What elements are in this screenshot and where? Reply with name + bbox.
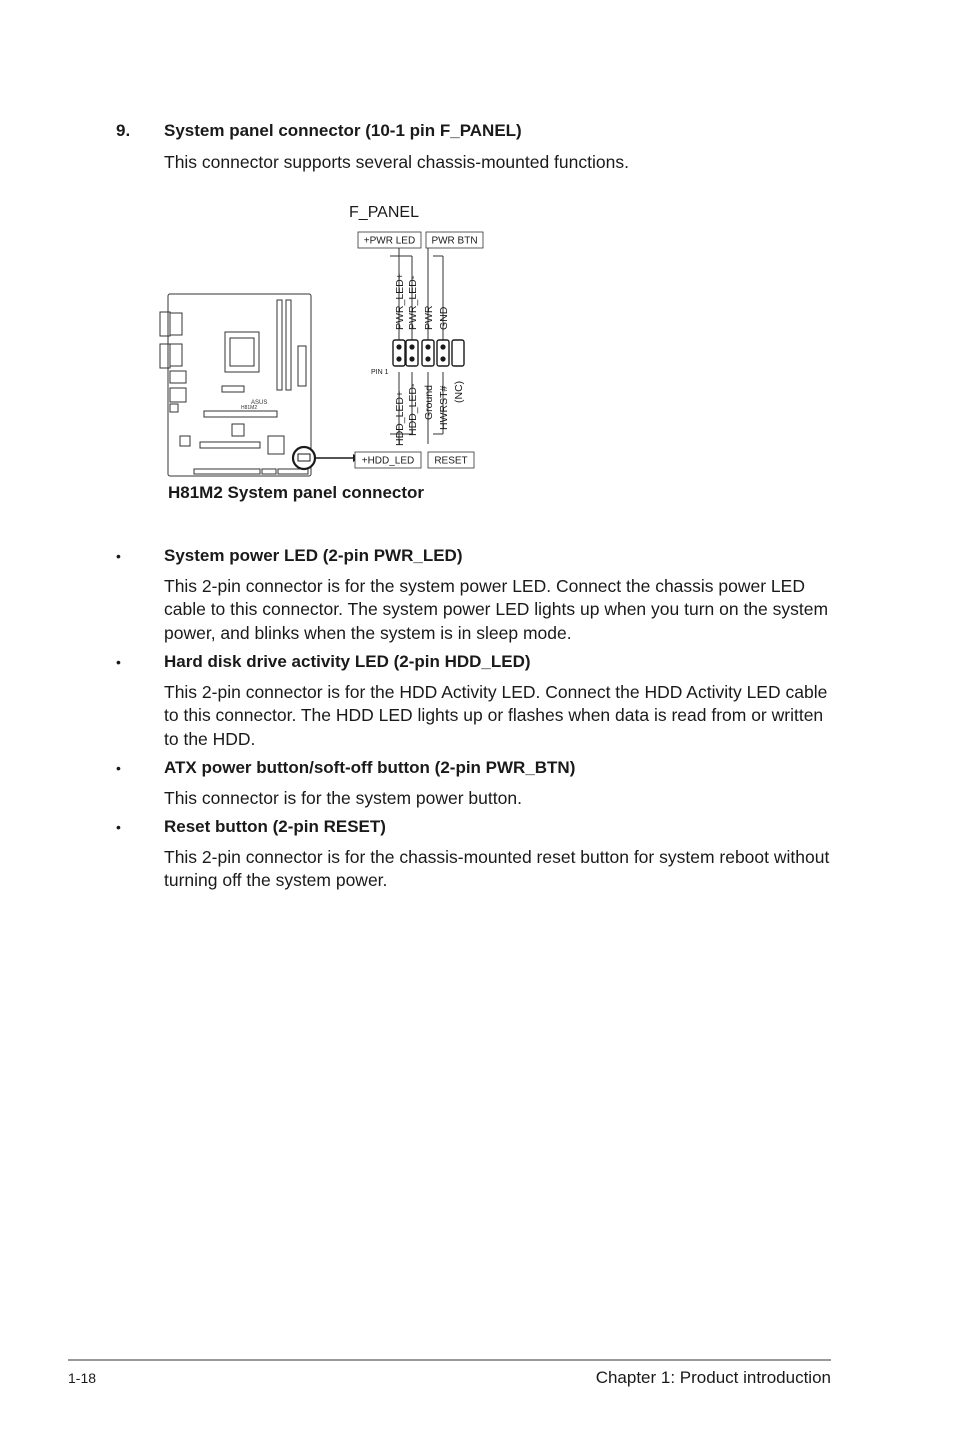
reset-group-label: RESET <box>434 455 468 467</box>
diagram-title: F_PANEL <box>349 204 419 221</box>
bullet-2: • <box>116 654 121 670</box>
pwr-led-group-label: +PWR LED <box>363 235 416 247</box>
item-1-body: This 2-pin connector is for the system power LED. Connect the chassis power LED cable to this connector. The system power LED lights up when you turn on the system power, and blinks when the system is in sleep mode. <box>164 576 829 643</box>
motherboard-illustration <box>160 294 311 476</box>
pin-label-pwr: PWR <box>423 305 435 330</box>
section-title: System panel connector (10-1 pin F_PANEL) <box>164 121 522 140</box>
footer-rule <box>68 1359 831 1361</box>
bullet-1: • <box>116 548 121 564</box>
pin-header <box>393 340 464 366</box>
pin1-label: PIN 1 <box>371 369 389 376</box>
pin-label-hdd-led-minus: HDD_LED- <box>407 383 419 436</box>
item-2-title: Hard disk drive activity LED (2-pin HDD_LED) <box>164 652 531 671</box>
diagram-caption: H81M2 System panel connector <box>168 483 425 502</box>
brand-label: ASUS <box>251 400 268 406</box>
pin-label-nc: (NC) <box>453 380 465 403</box>
pin-label-gnd: GND <box>438 306 450 330</box>
pin-label-hwrst: HWRST# <box>438 385 450 430</box>
section-intro: This connector supports several chassis-mounted functions. <box>164 152 629 172</box>
pin-label-ground: Ground <box>423 384 435 420</box>
chapter-title: Chapter 1: Product introduction <box>595 1368 831 1387</box>
section-number: 9. <box>116 121 131 140</box>
bullet-4: • <box>116 819 121 835</box>
f-panel-diagram <box>150 196 490 506</box>
pin-label-pwr-led-plus: PWR_LED+ <box>394 273 406 330</box>
item-3-body: This connector is for the system power button. <box>164 788 522 808</box>
bullet-3: • <box>116 760 121 776</box>
item-3-title: ATX power button/soft-off button (2-pin PWR_BTN) <box>164 758 576 777</box>
pin-label-hdd-led-plus: HDD_LED+ <box>394 390 406 446</box>
board-label: H81M2 <box>241 405 258 411</box>
item-4-body: This 2-pin connector is for the chassis-mounted reset button for system reboot without turning off the system power. <box>164 847 830 891</box>
hdd-led-group-label: +HDD_LED <box>361 455 415 467</box>
pwr-btn-group-label: PWR BTN <box>431 235 478 247</box>
item-1-title: System power LED (2-pin PWR_LED) <box>164 546 463 565</box>
pin-label-pwr-led-minus: PWR_LED- <box>407 275 419 330</box>
item-4-title: Reset button (2-pin RESET) <box>164 817 386 836</box>
f-panel-location-highlight <box>293 447 315 469</box>
item-2-body: This 2-pin connector is for the HDD Activity LED. Connect the HDD Activity LED cable to this connector. The HDD LED lights up or flashes when data is read from or written to the HDD. <box>164 682 828 749</box>
page-number: 1-18 <box>68 1370 97 1386</box>
